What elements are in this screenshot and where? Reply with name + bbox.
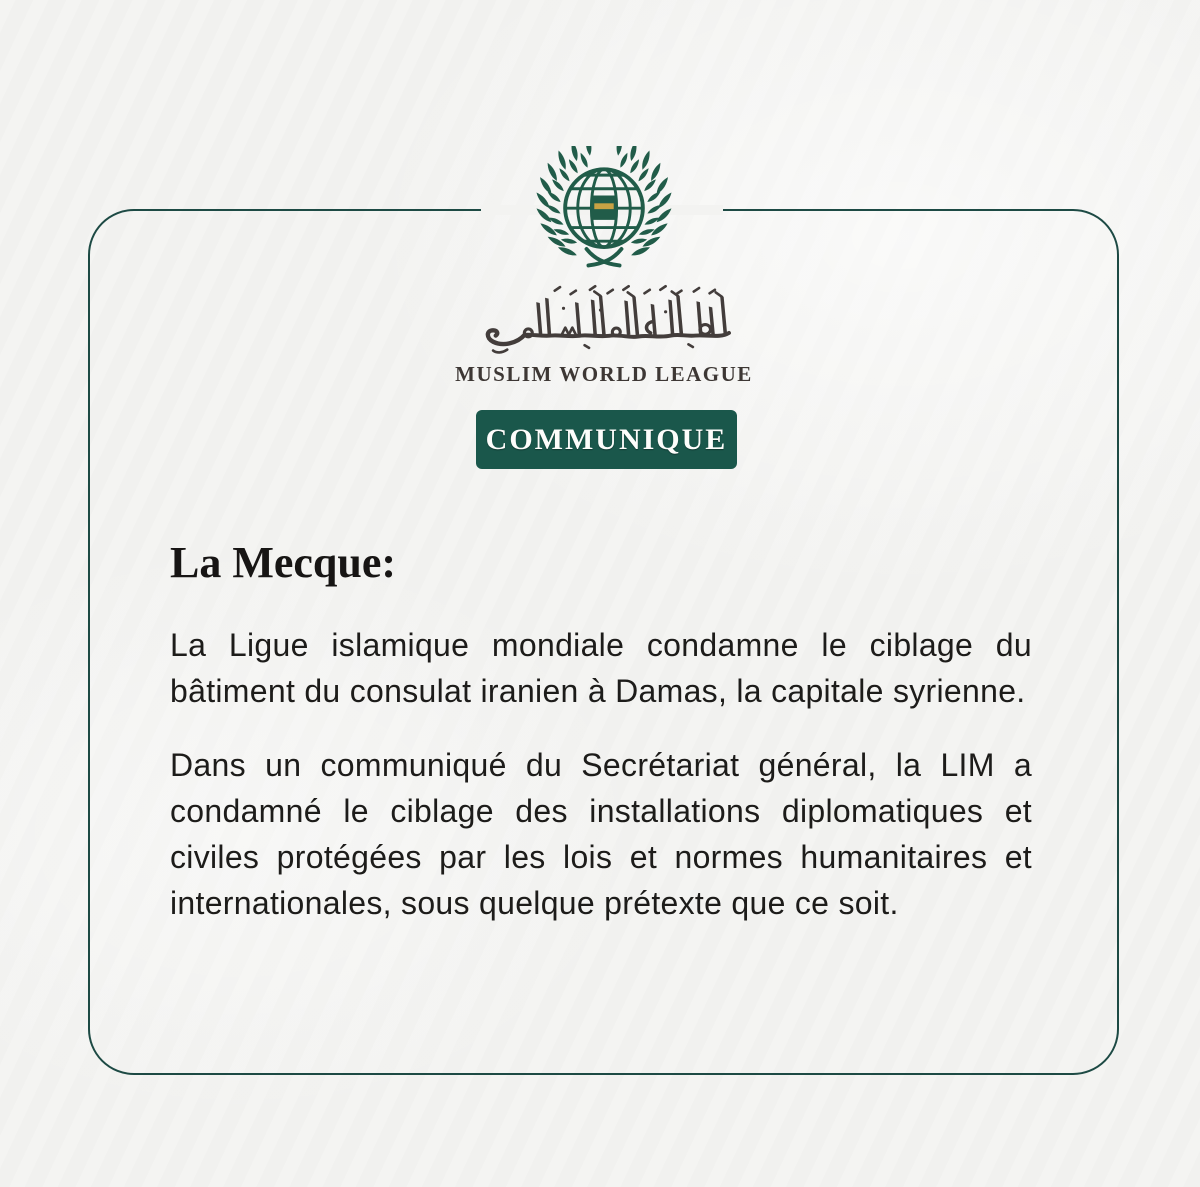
communique-banner	[476, 410, 737, 469]
arabic-calligraphy	[472, 284, 736, 366]
wreath-globe-icon	[536, 146, 672, 282]
article-paragraph: Dans un communiqué du Secrétariat général, la LIM a condamné le ciblage des installations diplomatiques et civiles protégées par les lois et normes humanitaires et internationales, sous quelque prétexte que ce soit.	[170, 747, 1032, 921]
communique-banner-label: COMMUNIQUE	[485, 422, 728, 456]
article-paragraph: La Ligue islamique mondiale condamne le ciblage du bâtiment du consulat iranien à Damas, la capitale syrienne.	[170, 627, 1032, 709]
org-name: MUSLIM WORLD LEAGUE	[455, 362, 753, 386]
article-body	[170, 540, 1032, 926]
dateline-heading: La Mecque:	[170, 538, 397, 587]
